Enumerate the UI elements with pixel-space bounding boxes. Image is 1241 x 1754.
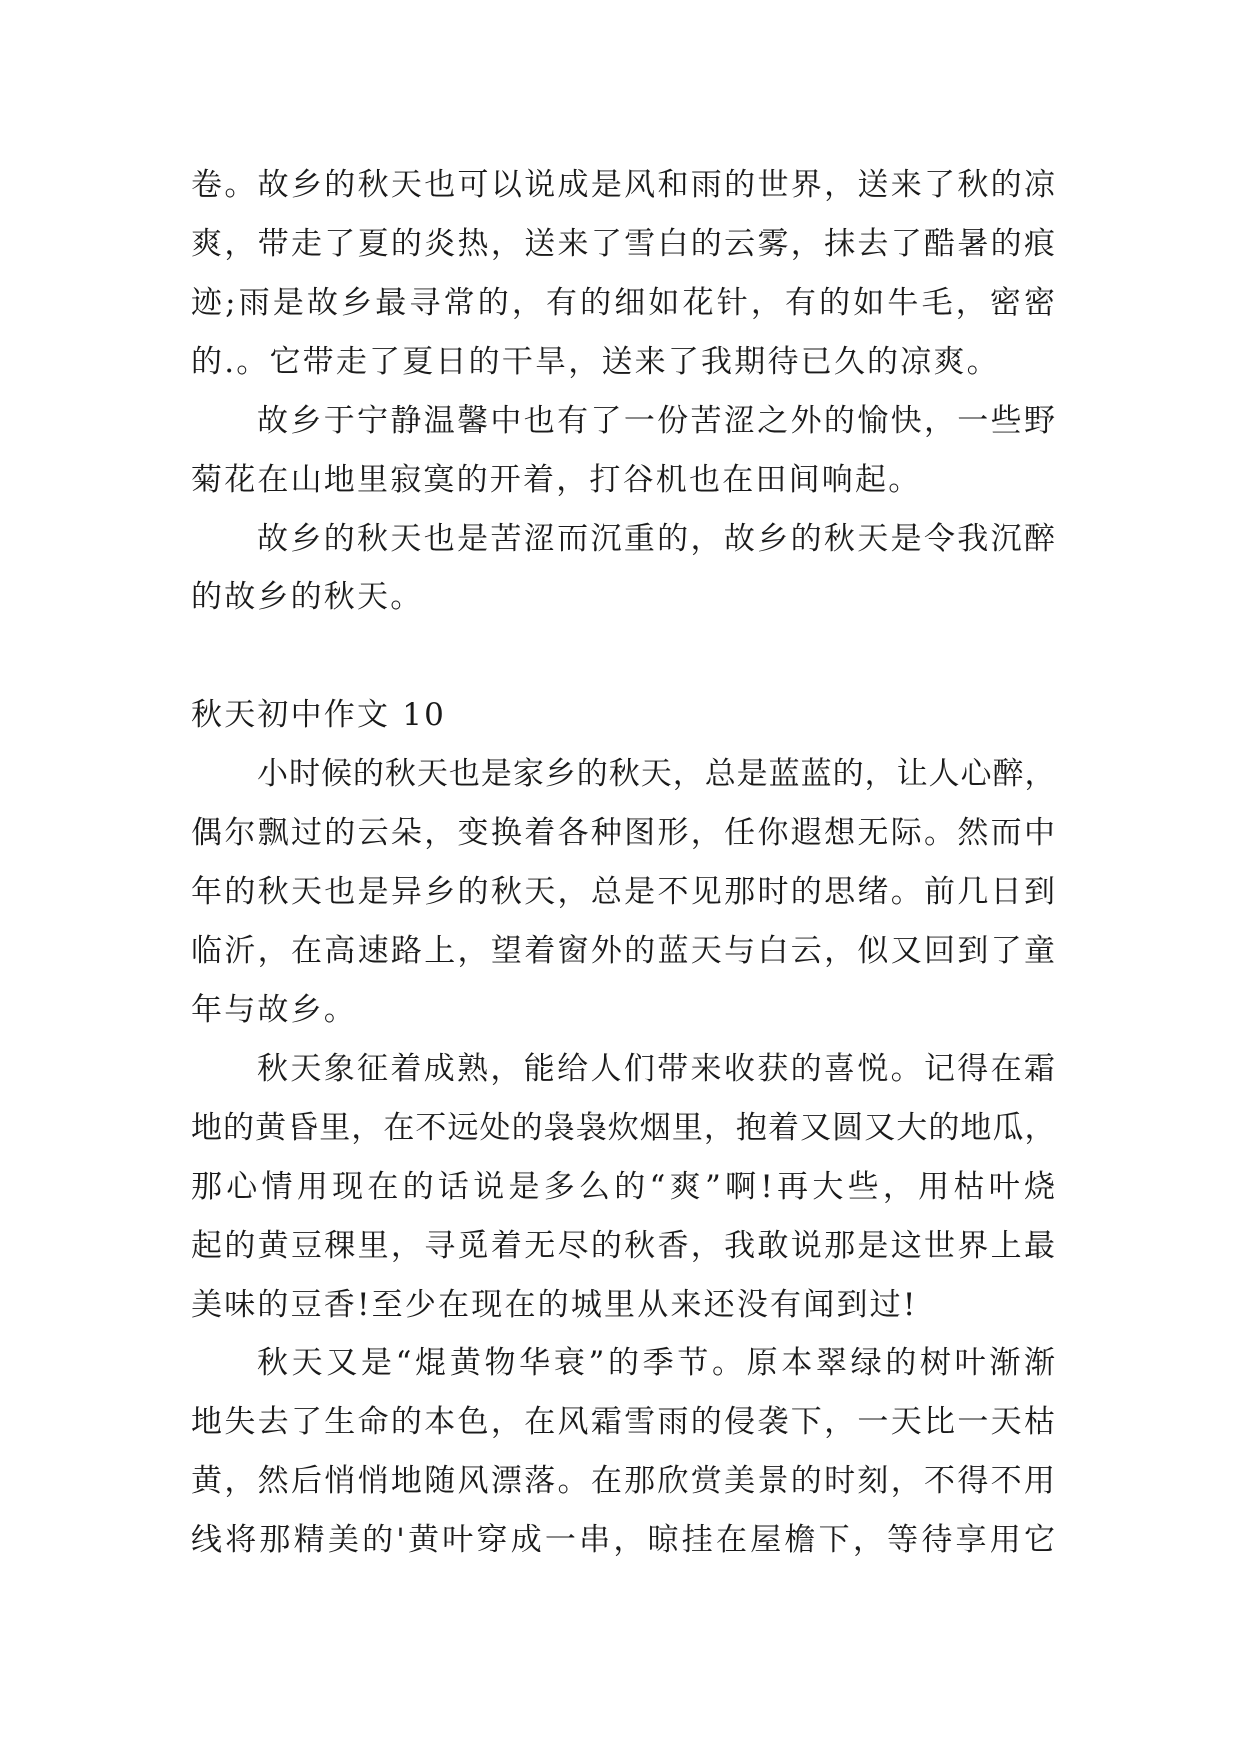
text-line: 秋天象征着成熟，能给人们带来收获的喜悦。记得在霜: [257, 1050, 1055, 1087]
text-line: 迹;雨是故乡最寻常的，有的细如花针，有的如牛毛，密密: [191, 284, 1055, 321]
paragraph: [191, 1040, 1055, 1335]
text-line: 菊花在山地里寂寞的开着，打谷机也在田间响起。: [191, 461, 922, 498]
text-line: 起的黄豆稞里，寻觅着无尽的秋香，我敢说那是这世界上最: [191, 1227, 1055, 1264]
text-line: 卷。故乡的秋天也可以说成是风和雨的世界，送来了秋的凉: [191, 167, 1055, 203]
essay-title: 秋天初中作文 10: [191, 697, 447, 734]
text-line: 线将那精美的'黄叶穿成一串，晾挂在屋檐下，等待享用它: [191, 1522, 1055, 1559]
paragraph: [191, 156, 1055, 392]
text-line: 故乡于宁静温馨中也有了一份苦涩之外的愉快，一些野: [257, 402, 1055, 439]
paragraph: [191, 745, 1055, 1040]
paragraph: [191, 392, 1055, 510]
blank-line: [191, 627, 1055, 686]
text-line: 故乡的秋天也是苦涩而沉重的，故乡的秋天是令我沉醉: [257, 520, 1055, 557]
text-line: 的故乡的秋天。: [191, 579, 424, 616]
text-line: 年的秋天也是异乡的秋天，总是不见那时的思绪。前几日到: [191, 874, 1055, 911]
text-line: 年与故乡。: [191, 991, 357, 1028]
document-body: [191, 156, 1055, 1570]
paragraph: [191, 1334, 1055, 1570]
text-line: 那心情用现在的话说是多么的“爽”啊!再大些，用枯叶烧: [191, 1168, 1055, 1205]
text-line: 美味的豆香!至少在现在的城里从来还没有闻到过!: [191, 1286, 918, 1323]
text-line: 地失去了生命的本色，在风霜雪雨的侵袭下，一天比一天枯: [191, 1404, 1055, 1441]
text-line: 地的黄昏里，在不远处的袅袅炊烟里，抱着又圆又大的地瓜，: [191, 1109, 1055, 1146]
text-line: 偶尔飘过的云朵，变换着各种图形，任你遐想无际。然而中: [191, 815, 1055, 852]
text-line: 的.。它带走了夏日的干旱，送来了我期待已久的凉爽。: [191, 343, 1000, 380]
text-line: 小时候的秋天也是家乡的秋天，总是蓝蓝的，让人心醉，: [257, 756, 1055, 793]
text-line: 黄，然后悄悄地随风漂落。在那欣赏美景的时刻，不得不用: [191, 1463, 1055, 1500]
text-line: 临沂，在高速路上，望着窗外的蓝天与白云，似又回到了童: [191, 932, 1055, 969]
text-line: 秋天又是“焜黄物华衰”的季节。原本翠绿的树叶渐渐: [257, 1345, 1055, 1382]
text-line: 爽，带走了夏的炎热，送来了雪白的云雾，抹去了酷暑的痕: [191, 225, 1055, 262]
paragraph: [191, 510, 1055, 628]
